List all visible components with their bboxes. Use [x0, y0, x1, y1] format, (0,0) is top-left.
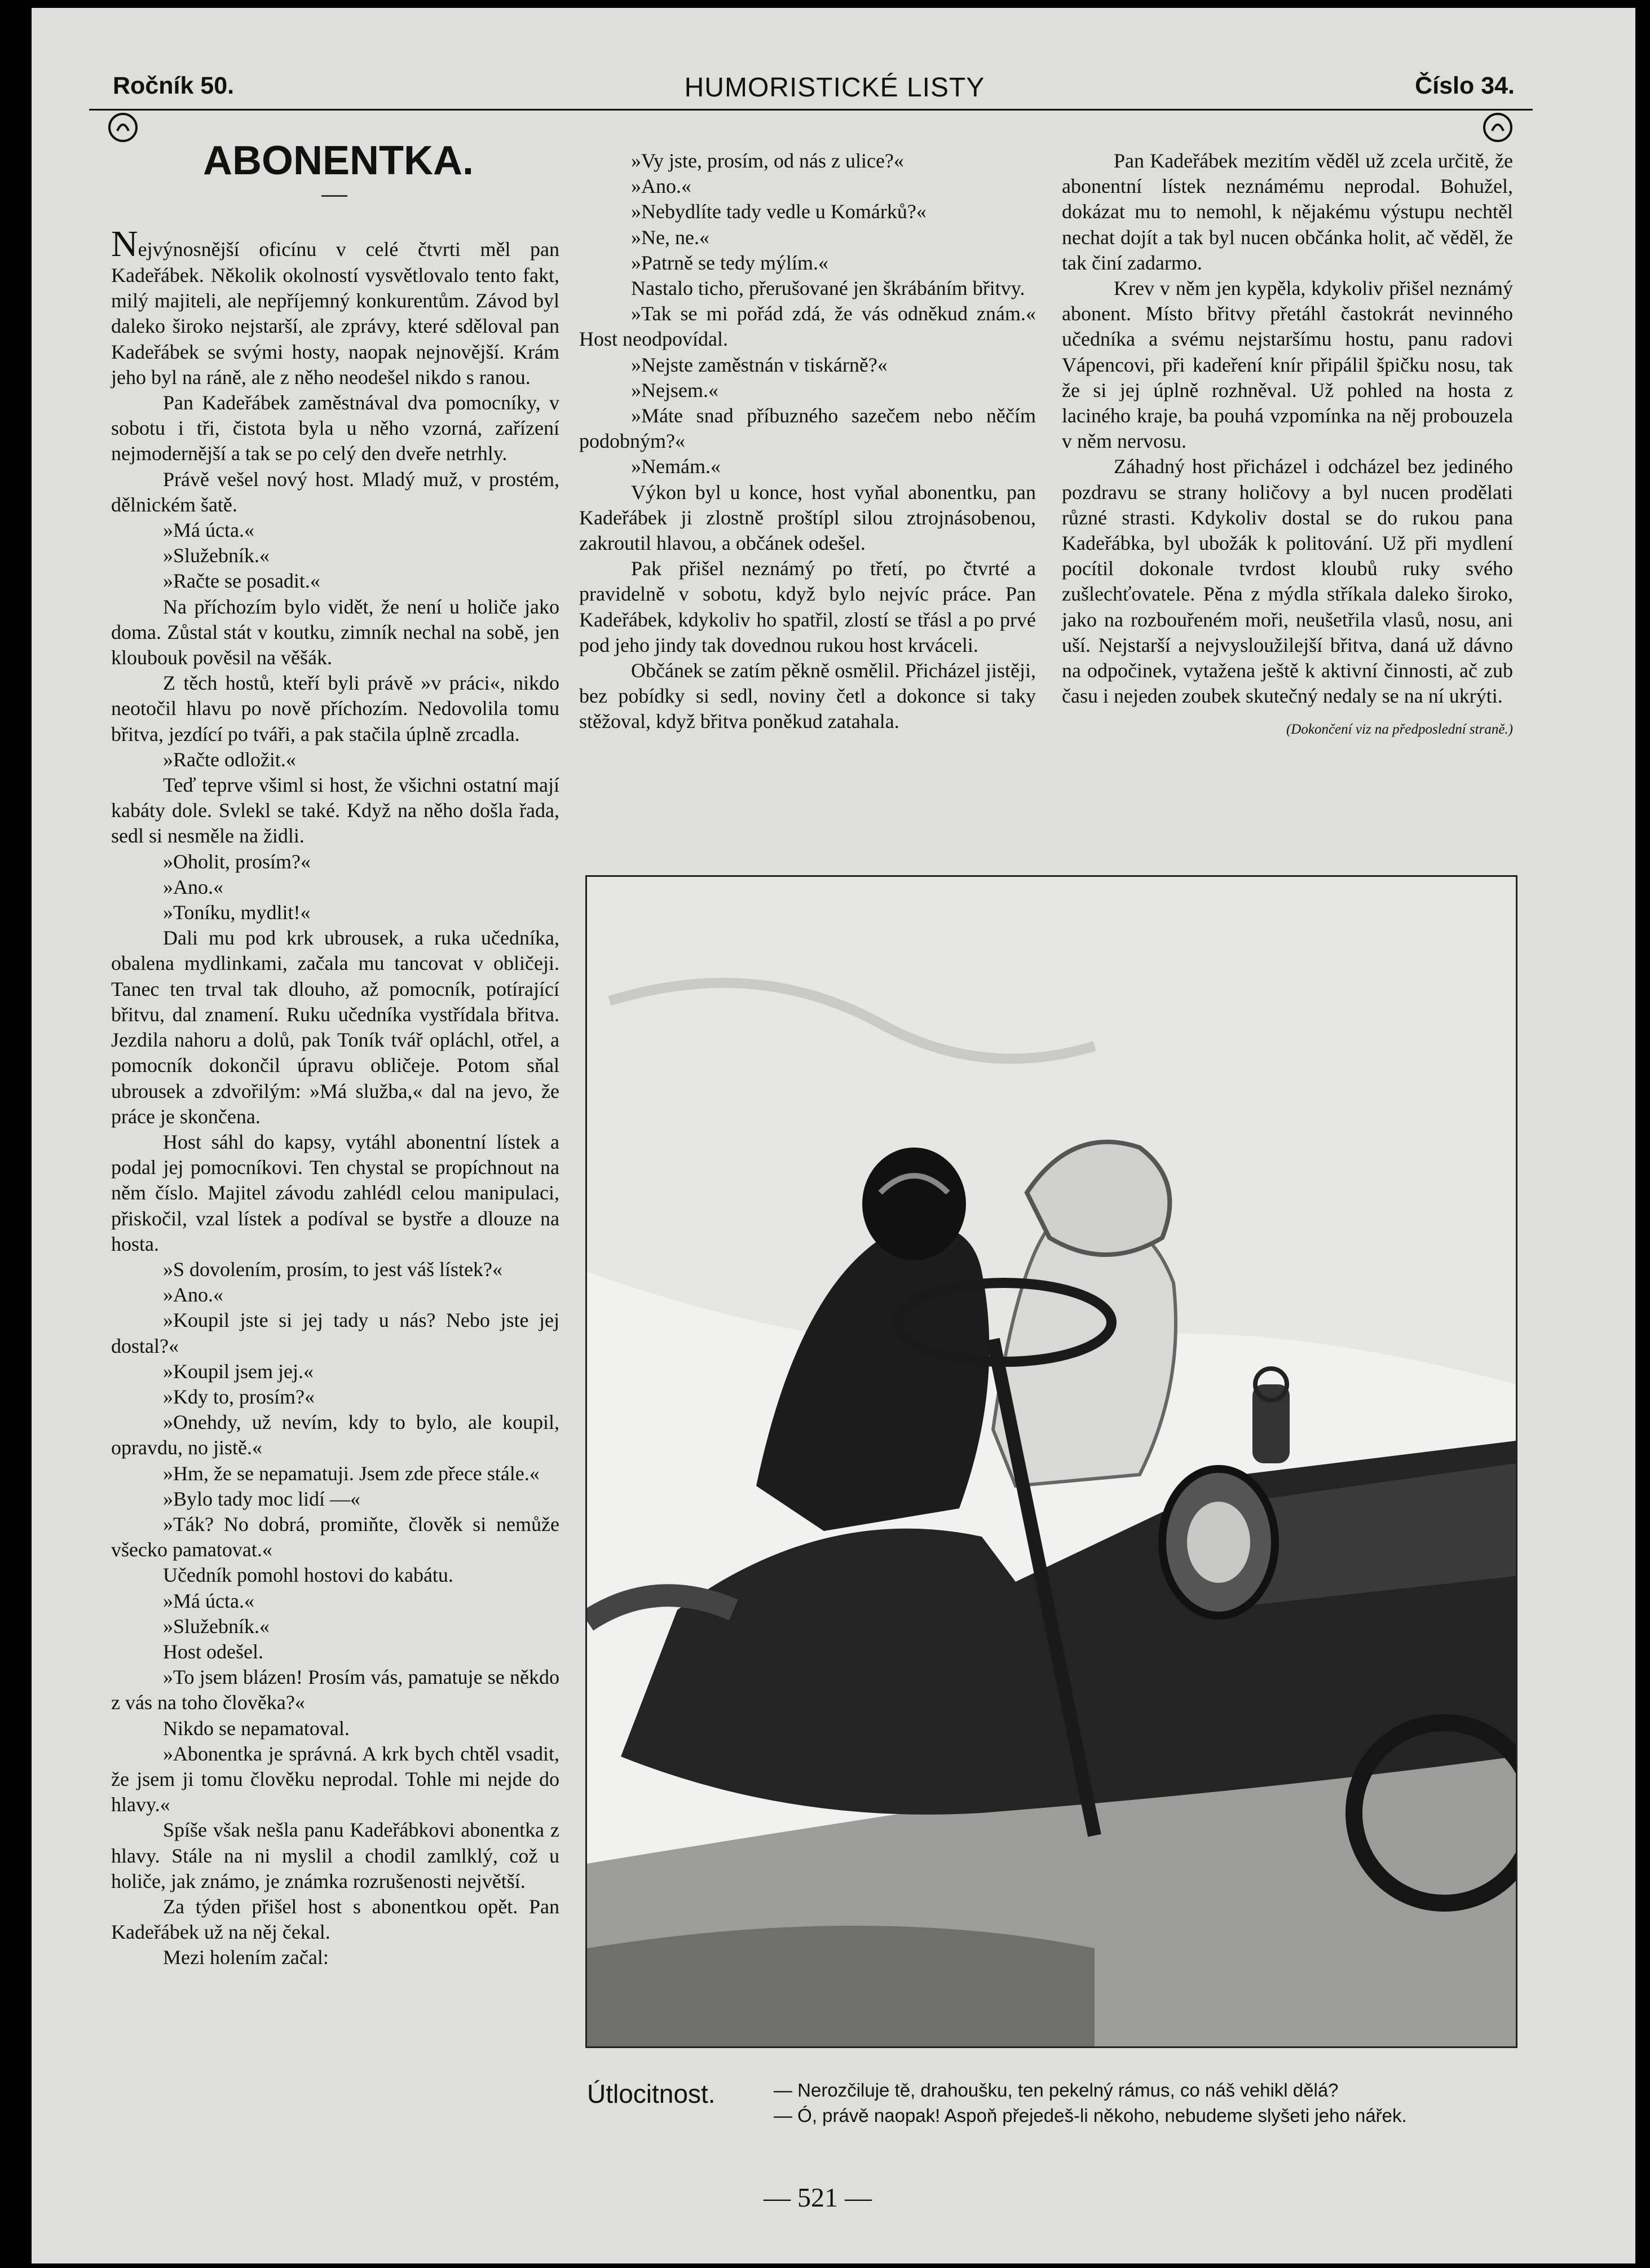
article-title: ABONENTKA. [203, 138, 474, 183]
paragraph: Spíše však nešla panu Kadeřábkovi abonentka z hlavy. Stále na ni myslil a chodil zamlklý, což u holiče, jak známo, je známka rozrušenosti největší. [111, 1819, 559, 1892]
paragraph: »Ano.« [163, 1283, 223, 1307]
continued-note: (Dokončení viz na předposlední straně.) [1286, 722, 1513, 738]
paragraph: »Ták? No dobrá, promiňte, člověk si nemůže všecko pamatovat.« [111, 1512, 559, 1561]
caption-title: Útlocitnost. [587, 2079, 716, 2108]
paragraph: Pan Kadeřábek zaměstnával dva pomocníky, v sobotu i tři, čistota byla u něho vzorná, zařízení nejmodernější a tak se po celý den dveře netrhly. [111, 391, 559, 465]
paragraph: »Máte snad příbuzného sazečem nebo něčím podobným?« [579, 404, 1036, 453]
paragraph: »Patrně se tedy mýlím.« [631, 251, 828, 274]
paragraph: Nastalo ticho, přerušované jen škrábáním břitvy. [631, 277, 1025, 300]
volume-label: Ročník 50. [113, 72, 235, 99]
paragraph: »Nejste zaměstnán v tiskárně?« [631, 353, 888, 376]
paragraph: Z těch hostů, kteří byli právě »v práci«, nikdo neotočil hlavu po nově příchozím. Nedovolila tomu břitva, jezdící po tváři, a pak stačila úplně zrcadla. [111, 672, 559, 745]
paragraph: »Nebydlíte tady vedle u Komárků?« [631, 200, 927, 223]
paragraph: Teď teprve všiml si host, že všichni ostatní mají kabáty dole. Svlekl se také. Když na něho došla řada, sedl si nesměle na židli. [111, 774, 559, 848]
paragraph: »Oholit, prosím?« [163, 850, 311, 873]
paragraph: Host odešel. [163, 1640, 263, 1663]
paragraph: »Koupil jsem jej.« [163, 1360, 314, 1383]
right-ornament-icon [1482, 112, 1514, 143]
article-column-2 [579, 148, 1036, 735]
paragraph: Právě vešel nový host. Mladý muž, v prostém, dělnickém šatě. [111, 467, 559, 516]
paragraph: Výkon byl u konce, host vyňal abonentku, pan Kadeřábek ji zlostně proštípl silou ztrojnásobenou, zakroutil hlavou, a občánek odešel. [579, 480, 1036, 555]
paragraph: »Služebník.« [163, 544, 270, 567]
paragraph: »To jsem blázen! Prosím vás, pamatuje se někdo z vás na toho člověka?« [111, 1666, 559, 1714]
paragraph: »Račte odložit.« [163, 748, 296, 771]
issue-label: Číslo 34. [1415, 72, 1515, 99]
header-rule [89, 109, 1533, 111]
caption-line-1: — Nerozčiluje tě, drahoušku, ten pekelný rámus, co náš vehikl dělá? [774, 2080, 1339, 2101]
paragraph: Učedník pomohl hostovi do kabátu. [163, 1564, 453, 1587]
paragraph: »Nejsem.« [631, 378, 718, 401]
title-divider [321, 195, 347, 197]
illustration-frame [585, 875, 1517, 2048]
paragraph: Záhadný host přicházel i odcházel bez jediného pozdravu se strany holičovy a byl nucen prodělati různé strasti. Kdykoliv dostal se do rukou pana Kadeřábka, byl ubožák k politování. Už při mydlení pocítil dokonale tvrdost kloubů ruky svého zušlechťovatele. Pěna z mýdla stříkala daleko široko, jako na rozbouřeném moři, neušetřila vlasů, nosu, ani uší. Nejstarší a nejvysloužilejší břitva, daná už dávno na odpočinek, vytažena ještě k aktivní činnosti, ač zub času i nejeden zoubek skutečný nedaly se na ní ukrýti. [1062, 455, 1513, 708]
paragraph: »Má úcta.« [163, 1589, 254, 1612]
paragraph: Na příchozím bylo vidět, že není u holiče jako doma. Zůstal stát v koutku, zimník nechal na sobě, jen kloubouk pověsil na věšák. [111, 595, 559, 669]
paragraph: Pak přišel neznámý po třetí, po čtvrté a pravidelně v sobotu, když bylo nejvíc práce. Pan Kadeřábek, kdykoliv ho spatřil, zlostí se třásl a po prvé pod jeho jindy tak dovednou rukou host krváceli. [579, 557, 1036, 656]
paragraph: »Má úcta.« [163, 519, 254, 542]
paragraph: »Bylo tady moc lidí —« [163, 1487, 360, 1510]
paragraph: »S dovolením, prosím, to jest váš lístek?« [163, 1257, 502, 1281]
paragraph: »Kdy to, prosím?« [163, 1385, 315, 1408]
paragraph: »Onehdy, už nevím, kdy to bylo, ale koupil, opravdu, no jistě.« [111, 1411, 559, 1459]
paragraph: »Račte se posadit.« [163, 570, 320, 593]
drop-cap: N [111, 223, 138, 264]
paragraph: Nikdo se nepamatoval. [163, 1717, 350, 1740]
paragraph: Za týden přišel host s abonentkou opět. Pan Kadeřábek už na něj čekal. [111, 1895, 559, 1944]
paragraph: »Ano.« [631, 175, 691, 198]
paragraph: »Ano.« [163, 875, 223, 898]
page-number: — 521 — [764, 2183, 872, 2213]
paragraph: »Toníku, mydlit!« [163, 901, 311, 924]
paragraph: »Koupil jste si jej tady u nás? Nebo jste jej dostal?« [111, 1309, 559, 1357]
paragraph: Dali mu pod krk ubrousek, a ruka učedníka, obalena mydlinkami, začala mu tancovat v obličeji. Tanec ten trval tak dlouho, až pomocník, potírající břitvu, dal znamení. Ruku učedníka vystřídala břitva. Jezdila nahoru a dolů, pak Toník tvář opláchl, otřel, a pomocník dokončil úpravu obličeje. Potom sňal ubrousek a zdvořilým: »Má služba,« dal na jevo, že práce je skončena. [111, 926, 559, 1128]
paragraph: Mezi holením začal: [163, 1946, 329, 1969]
article-column-1 [111, 223, 559, 1971]
masthead-title: HUMORISTICKÉ LISTY [684, 73, 985, 103]
caption-line-2: — Ó, právě naopak! Aspoň přejedeš-li někoho, nebudeme slyšeti jeho nářek. [774, 2105, 1407, 2126]
paragraph: »Nemám.« [631, 455, 721, 478]
article-column-3 [1062, 148, 1513, 743]
paragraph: »Služebník.« [163, 1614, 270, 1638]
paragraph: »Abonentka je správná. A krk bych chtěl vsadit, že jsem ji tomu člověku neprodal. Tohle mi nejde do hlavy.« [111, 1742, 559, 1816]
paragraph-text: ejvýnosnější oficínu v celé čtvrti měl pan Kadeřábek. Několik okolností vysvětlovalo tento fakt, milý majiteli, ale nepříjemný konkurentům. Závod byl daleko široko nejstarší, ale zprávy, které sděloval pan Kadeřábek se svými hosty, naopak nejnovější. Krám jeho byl na ráně, ale z něho neodešel nikdo s ranou. [111, 238, 559, 389]
paragraph: Krev v něm jen kypěla, kdykoliv přišel neznámý abonent. Místo břitvy přetáhl častokrát nevinného učedníka a svému nejstaršímu hostu, panu radovi Vápencovi, při kadeření knír připálil špičku nosu, tak že si jej úplně rozhněval. Už pohled na hosta z laciného kraje, ba pouhá vzpomínka na něj probouzela v něm nervosu. [1062, 277, 1513, 453]
paragraph: »Ne, ne.« [631, 226, 709, 249]
paragraph: »Tak se mi pořád zdá, že vás odněkud znám.« Host neodpovídal. [579, 302, 1036, 351]
paragraph: Host sáhl do kapsy, vytáhl abonentní lístek a podal jej pomocníkovi. Ten chystal se propíchnout na něm číslo. Majitel závodu zahlédl celou manipulaci, přiskočil, vzal lístek a podíval se bystře a dlouze na hosta. [111, 1130, 559, 1255]
paragraph: »Hm, že se nepamatuji. Jsem zde přece stále.« [163, 1462, 540, 1485]
paragraph: »Vy jste, prosím, od nás z ulice?« [631, 149, 904, 172]
car-illustration [587, 877, 1516, 2046]
paragraph [111, 223, 559, 390]
paragraph: Pan Kadeřábek mezitím věděl už zcela určitě, že abonentní lístek neznámému neprodal. Bohužel, dokázat mu to nemohl, k nějakému výstupu nechtěl nechat dojít a tak byl nucen občánka holit, ač věděl, že tak činí zadarmo. [1062, 149, 1513, 274]
paragraph: Občánek se zatím pěkně osmělil. Přicházel jistěji, bez pobídky si sedl, noviny četl a dokonce si taky stěžoval, když břitva poněkud zatahala. [579, 659, 1036, 733]
